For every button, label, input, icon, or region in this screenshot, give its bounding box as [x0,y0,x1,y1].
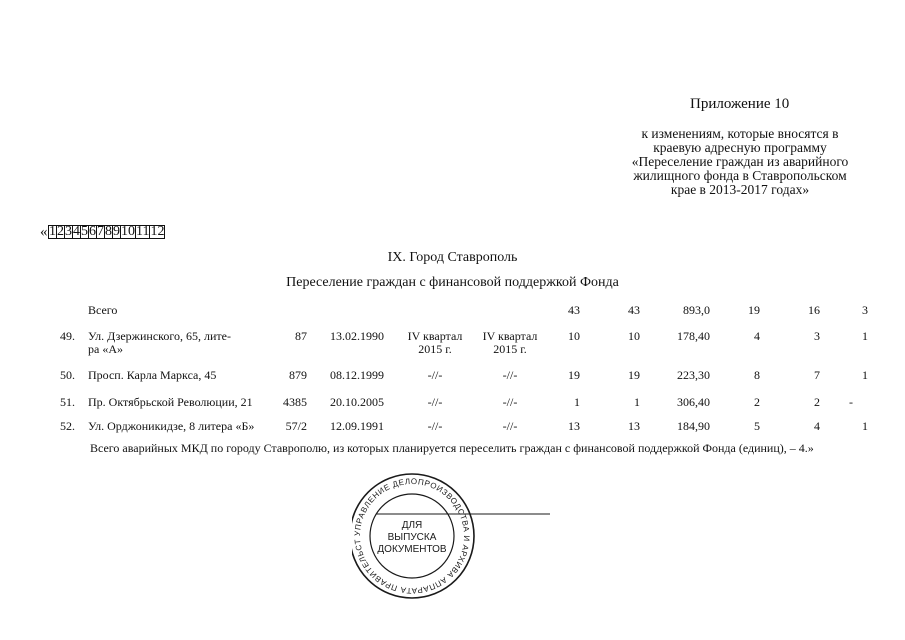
row-c10: 2 [754,395,760,409]
row-c5: -//- [427,368,443,382]
column-number: 6 [89,224,96,239]
stamp-center-line: ВЫПУСКА [387,532,437,543]
row-c10: 8 [754,368,760,382]
row-c3: 4385 [283,395,307,409]
row-c4: 08.12.1999 [330,368,384,382]
row-c4: 12.09.1991 [330,419,384,433]
row-c6-cont: 2015 г. [493,342,527,356]
row-c11: 7 [814,368,820,382]
subtitle-line: крае в 2013-2017 годах» [670,182,810,197]
row-c8: 19 [628,368,640,382]
row-c6: -//- [502,368,518,382]
table-row [0,329,905,357]
row-c8: 1 [634,395,640,409]
row-c11: 3 [814,329,820,343]
subtitle-line: «Переселение граждан из аварийного [631,154,849,169]
column-number-table [48,225,165,239]
total-c8: 43 [628,303,640,317]
row-c11: 2 [814,395,820,409]
total-c7: 43 [568,303,580,317]
total-c12: 3 [862,303,868,317]
section-title: IX. Город Ставрополь [387,250,518,265]
appendix-title: Приложение 10 [690,96,790,112]
stamp-center-line: ДЛЯ [401,520,423,531]
subtitle-line: к изменениям, которые вносятся в [641,126,839,141]
row-c3: 57/2 [285,419,307,433]
row-c3: 879 [289,368,307,382]
table-row [0,419,905,435]
row-number: 52. [60,419,75,433]
row-c12: 1 [862,419,868,433]
row-c6: IV квартал [482,329,538,343]
row-c10: 4 [754,329,760,343]
row-c5: -//- [427,419,443,433]
row-c9: 223,30 [677,368,710,382]
row-address: Просп. Карла Маркса, 45 [88,368,217,382]
row-c7: 1 [574,395,580,409]
row-c9: 184,90 [677,419,710,433]
row-number: 50. [60,368,75,382]
stamp [352,466,552,611]
stamp-center-line: ДОКУМЕНТОВ [377,544,447,555]
row-c4: 13.02.1990 [330,329,384,343]
total-c10: 19 [748,303,760,317]
row-c7: 19 [568,368,580,382]
column-number: 9 [113,224,120,239]
table-row [0,395,905,411]
row-address: Пр. Октябрьской Революции, 21 [88,395,253,409]
column-number: 5 [81,224,88,239]
footer-note: Всего аварийных МКД по городу Ставрополю, из которых планируется переселить граждан с финансовой поддержкой Фонда (единиц), – 4.» [90,441,814,455]
row-c5: -//- [427,395,443,409]
row-c4: 20.10.2005 [330,395,384,409]
row-number: 49. [60,329,75,343]
row-c8: 13 [628,419,640,433]
total-c11: 16 [808,303,820,317]
total-c9: 893,0 [683,303,710,317]
row-c6: -//- [502,419,518,433]
row-c6: -//- [502,395,518,409]
column-number: 10 [121,224,135,239]
row-c9: 178,40 [677,329,710,343]
column-number: 12 [150,224,165,239]
row-c12: 1 [862,368,868,382]
total-row [0,303,905,319]
row-c3: 87 [295,329,307,343]
column-number: 8 [105,224,112,239]
open-quote: « [40,224,48,240]
column-number: 3 [65,224,72,239]
row-c7: 13 [568,419,580,433]
row-c7: 10 [568,329,580,343]
row-address: Ул. Дзержинского, 65, лите- [88,329,231,343]
row-address: Ул. Орджоникидзе, 8 литера «Б» [88,419,255,433]
column-number: 1 [49,224,56,239]
section-subtitle: Переселение граждан с финансовой поддержкой Фонда [286,275,619,290]
row-c12: 1 [862,329,868,343]
appendix-subtitle [600,127,880,197]
row-c5: IV квартал [407,329,463,343]
row-c9: 306,40 [677,395,710,409]
column-number: 11 [136,224,150,239]
row-c8: 10 [628,329,640,343]
row-c11: 4 [814,419,820,433]
row-address-cont: ра «А» [88,342,123,356]
row-c5-cont: 2015 г. [418,342,452,356]
column-number: 2 [57,224,64,239]
subtitle-line: жилищного фонда в Ставропольском [633,168,847,183]
table-row [0,368,905,384]
row-number: 51. [60,395,75,409]
subtitle-line: краевую адресную программу [653,140,827,155]
column-number: 4 [73,224,80,239]
stamp-seal [352,466,552,606]
row-c12: - [849,395,853,409]
column-number: 7 [97,224,104,239]
row-c10: 5 [754,419,760,433]
stamp-ring-text: УПРАВЛЕНИЕ ДЕЛОПРОИЗВОДСТВА И АРХИВА АППАРАТА ПРАВИТЕЛЬСТ [352,476,472,596]
total-label: Всего [88,303,118,317]
